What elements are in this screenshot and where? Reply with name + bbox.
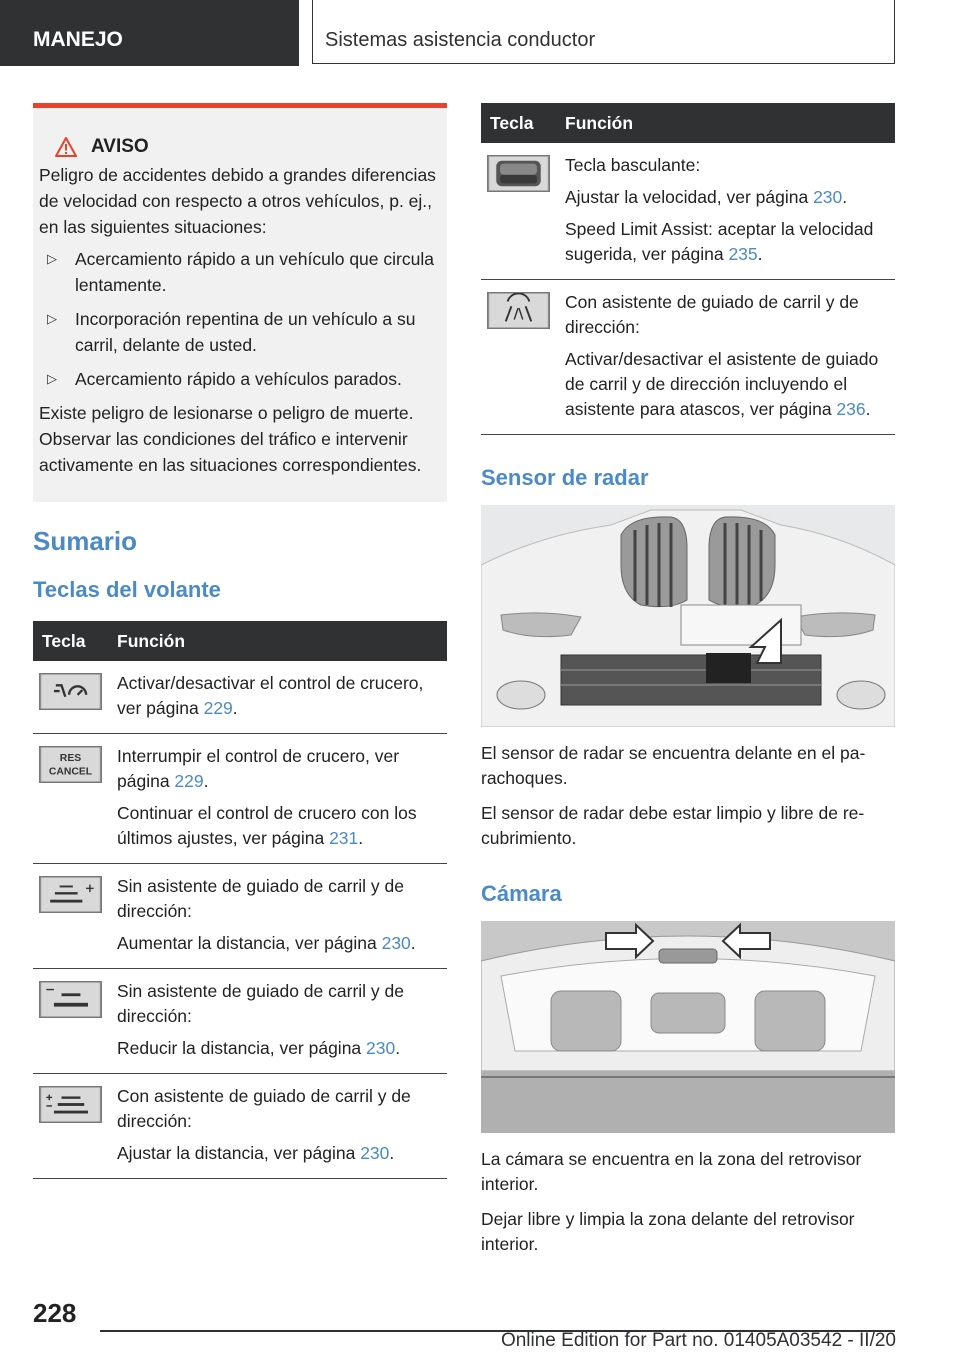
- warning-title: AVISO: [91, 136, 149, 157]
- list-item: ▷ Acercamiento rápido a un vehículo que circula lentamente.: [39, 246, 437, 298]
- section-title: MANEJO: [0, 0, 299, 66]
- table-row: Tecla basculante: Ajustar la velocidad, ver página 230. Speed Limit Assist: aceptar la velocidad sugerida, ver página 235.: [481, 143, 895, 280]
- rocker-switch-icon: [487, 155, 550, 192]
- page-header: [0, 0, 960, 66]
- distance-adjust-icon: [39, 1086, 102, 1123]
- table-row: Activar/desactivar el control de crucero, ver página 229.: [33, 661, 447, 734]
- table-header-row: [33, 621, 447, 661]
- warning-box: [33, 103, 447, 502]
- page-link[interactable]: 229: [203, 698, 233, 718]
- page-link[interactable]: 230: [381, 933, 411, 953]
- page-link[interactable]: 231: [329, 828, 359, 848]
- warning-list: [39, 246, 437, 392]
- distance-decrease-icon: [39, 981, 102, 1018]
- column-header-key: Tecla: [481, 103, 565, 143]
- bullet-triangle-icon: ▷: [47, 251, 57, 266]
- page-link[interactable]: 230: [813, 187, 843, 207]
- column-header-key: Tecla: [33, 621, 117, 661]
- radar-text-2: El sensor de radar debe estar limpio y libre de recubrimiento.: [481, 803, 865, 848]
- distance-increase-icon: [39, 876, 102, 913]
- table-row: Con asistente de guiado de carril y de dirección: Ajustar la distancia, ver página 230.: [33, 1074, 447, 1179]
- camera-heading: Cámara: [481, 881, 562, 906]
- steering-keys-heading: Teclas del volante: [33, 577, 221, 602]
- table-row: RES CANCEL Interrumpir el control de crucero, ver página 229. Continuar el control de crucero con los últimos ajustes, ver página 231.: [33, 734, 447, 864]
- table-row: Sin asistente de guiado de carril y de dirección: Reducir la distancia, ver página 230.: [33, 969, 447, 1074]
- page-number: 228: [33, 1298, 77, 1328]
- edition-info: Online Edition for Part no. 01405A03542 - II/20: [500, 1330, 896, 1351]
- warning-heading: [39, 134, 437, 160]
- page-link[interactable]: 230: [360, 1143, 390, 1163]
- page-link[interactable]: 235: [728, 244, 758, 264]
- page-link[interactable]: 229: [174, 771, 204, 791]
- table-row: Con asistente de guiado de carril y de dirección: Activar/desactivar el asistente de guiado de carril y de dirección incluyendo el asistente para atascos, ver página 236.: [481, 280, 895, 435]
- camera-photo: [481, 921, 895, 1133]
- radar-text-1: El sensor de radar se encuentra delante en el parachoques.: [481, 743, 866, 788]
- table-header-row: [481, 103, 895, 143]
- list-item: ▷ Incorporación repentina de un vehículo a su carril, delante de usted.: [39, 306, 437, 358]
- radar-sensor-photo: [481, 505, 895, 727]
- page-link[interactable]: 236: [836, 399, 866, 419]
- steering-keys-table: [33, 621, 447, 1179]
- chapter-title: Sistemas asistencia conductor: [312, 0, 895, 64]
- camera-text-1: La cámara se encuentra en la zona del retrovisor interior.: [481, 1149, 862, 1194]
- list-item: ▷ Acercamiento rápido a vehículos parados.: [39, 366, 437, 392]
- table-row: Sin asistente de guiado de carril y de dirección: Aumentar la distancia, ver página 230.: [33, 864, 447, 969]
- warning-triangle-icon: [55, 137, 77, 157]
- page-link[interactable]: 230: [366, 1038, 396, 1058]
- warning-outro: Existe peligro de lesionarse o peligro de muerte. Observar las condiciones del tráfico e intervenir activamente en las situaciones correspondientes.: [39, 403, 422, 475]
- svg-text:CANCEL: CANCEL: [48, 766, 93, 778]
- svg-text:RES: RES: [59, 753, 82, 765]
- column-header-function: Función: [565, 103, 895, 143]
- right-keys-table: [481, 103, 895, 435]
- column-header-function: Función: [117, 621, 447, 661]
- cruise-control-icon: [39, 673, 102, 710]
- right-column: [481, 103, 895, 1257]
- lane-assist-icon: [487, 292, 550, 329]
- res-cancel-icon: [39, 746, 102, 783]
- warning-intro: Peligro de accidentes debido a grandes diferencias de velocidad con respecto a otros vehículos, p. ej., en las siguientes situaciones:: [39, 165, 436, 237]
- camera-text-2: Dejar libre y limpia la zona delante del retrovisor interior.: [481, 1209, 855, 1254]
- left-column: [33, 103, 447, 1179]
- bullet-triangle-icon: ▷: [47, 371, 57, 386]
- radar-heading: Sensor de radar: [481, 465, 649, 490]
- sumario-heading: Sumario: [33, 526, 138, 556]
- bullet-triangle-icon: ▷: [47, 311, 57, 326]
